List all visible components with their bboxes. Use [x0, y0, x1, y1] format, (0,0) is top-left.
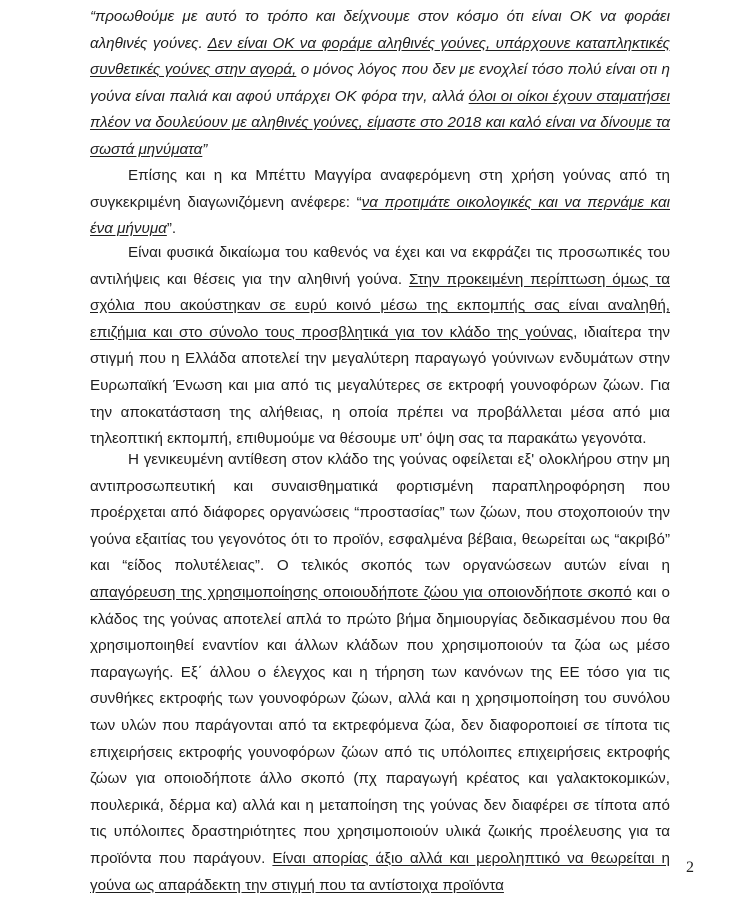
underlined-text: απαγόρευση της χρησιμοποίησης οποιουδήποτε ζώου για οποιονδήποτε σκοπό [90, 583, 632, 601]
paragraph-text: Είναι φυσικά δικαίωμα του καθενός να έχει και να εκφράζει τις προσωπικές του αντιλήψεις και θέσεις για την αληθινή γούνα. [90, 244, 670, 288]
paragraph-text: και ο κλάδος της γούνας αποτελεί απλά το πρώτο βήμα δημιουργίας δεδικασμένου που θα χρησιμοποιηθεί εναντίον και άλλων κλάδων που χρησιμοποιούν τα ζώα ως μέσο παραγωγής. Εξ΄ άλλου ο έλεγχος και η τήρηση των κανόνων της ΕΕ τόσο για τις συνθήκες εκτροφής των γουνοφόρων ζώων, αλλά και η χρησιμοποίηση του συνόλου των υλών που παράγονται από τα εκτρεφόμενα ζώα, δεν διαφοροποιεί σε τίποτα τις επιχειρήσεις εκτροφής γουνοφόρων ζώων από τις υπόλοιπες επιχειρήσεις εκτροφής ζώων για οποιοδήποτε άλλο σκοπό (πχ παραγωγή κρέατος και γαλακτοκομικών, πουλερικά, δέρμα κα) αλλά και η μεταποίηση της γούνας δεν διαφέρει σε τίποτα από τις υπόλοιπες δραστηριότητες που χρησιμοποιούν υλικά ζωικής προέλευσης για τα προϊόντα που παράγουν. [90, 583, 670, 867]
paragraph-rights [90, 240, 670, 453]
paragraph-mpetty-maggira [90, 163, 670, 243]
underlined-text: Στην προκειμένη περίπτωση όμως τα σχόλια που ακούστηκαν σε ευρύ κοινό μέσω της εκπομπής σας είναι αναληθή, επιζήμια και στο σύνολο τους προσβλητικά για τον κλάδο της γούνας [90, 270, 670, 341]
quote-underlined-text: όλοι οι οίκοι έχουν σταματήσει πλέον να δουλεύουν με αληθινές γούνες, είμαστε στο 2018 και καλό είναι να δίνουμε τα σωστά μηνύματα [90, 87, 670, 158]
quote-underlined-text: να προτιμάτε οικολογικές και να περνάμε και ένα μήνυμα [90, 193, 670, 238]
paragraph-opposition [90, 447, 670, 899]
quote-text: “προωθούμε με αυτό το τρόπο και δείχνουμε στον κόσμο ότι είναι ΟΚ να φοράει αληθινές γούνες. [90, 8, 670, 52]
paragraph-text: ”. [166, 220, 177, 238]
paragraph-text: Επίσης και η κα Μπέττυ Μαγγίρα αναφερόμενη στη χρήση γούνας από τη συγκεκριμένη διαγωνιζόμενη ανέφερε: “ [90, 167, 670, 211]
quote-text: ” [202, 140, 208, 158]
page-number: 2 [686, 859, 694, 876]
paragraph-text: Η γενικευμένη αντίθεση στον κλάδο της γούνας οφείλεται εξ' ολοκλήρου στην μη αντιπροσωπευτική και συναισθηματικά φορτισμένη παραπληροφόρηση που προέρχεται από διάφορες οργανώσεις “προστασίας” των ζώων, που στοχοποιούν την γούνα εξαιτίας του γεγονότος ότι το προϊόν, εσφαλμένα βέβαια, θεωρείται ως “ακριβό” και “είδος πολυτέλειας”. Ο τελικός σκοπός των οργανώσεων αυτών είναι η [90, 451, 670, 575]
quote-text: ο μόνος λόγος που δεν με ενοχλεί τόσο πολύ είναι οτι η γούνα είναι παλιά και αφού υπάρχει ΟΚ φόρα την, αλλά [90, 61, 670, 105]
quote-underlined-text: Δεν είναι ΟΚ να φοράμε αληθινές γούνες, υπάρχουνε καταπληκτικές συνθετικές γούνες στην αγορά, [90, 34, 670, 79]
quote-paragraph [90, 4, 670, 164]
underlined-text: Είναι απορίας άξιο αλλά και μεροληπτικό να θεωρείται η γούνα ως απαράδεκτη την στιγμή που τα αντίστοιχα προϊόντα [90, 849, 671, 894]
paragraph-text: , ιδιαίτερα την στιγμή που η Ελλάδα αποτελεί την μεγαλύτερη παραγωγό γούνινων ενδυμάτων στην Ευρωπαϊκή Ένωση και μια από τις μεγαλύτερες σε εκτροφή γουνοφόρων ζώων. Για την αποκατάσταση της αλήθειας, η οποία πρέπει να προβάλλεται μέσα από μια τηλεοπτική εκπομπή, επιθυμούμε να θέσουμε υπ' όψη σας τα παρακάτω γεγονότα. [90, 323, 671, 448]
